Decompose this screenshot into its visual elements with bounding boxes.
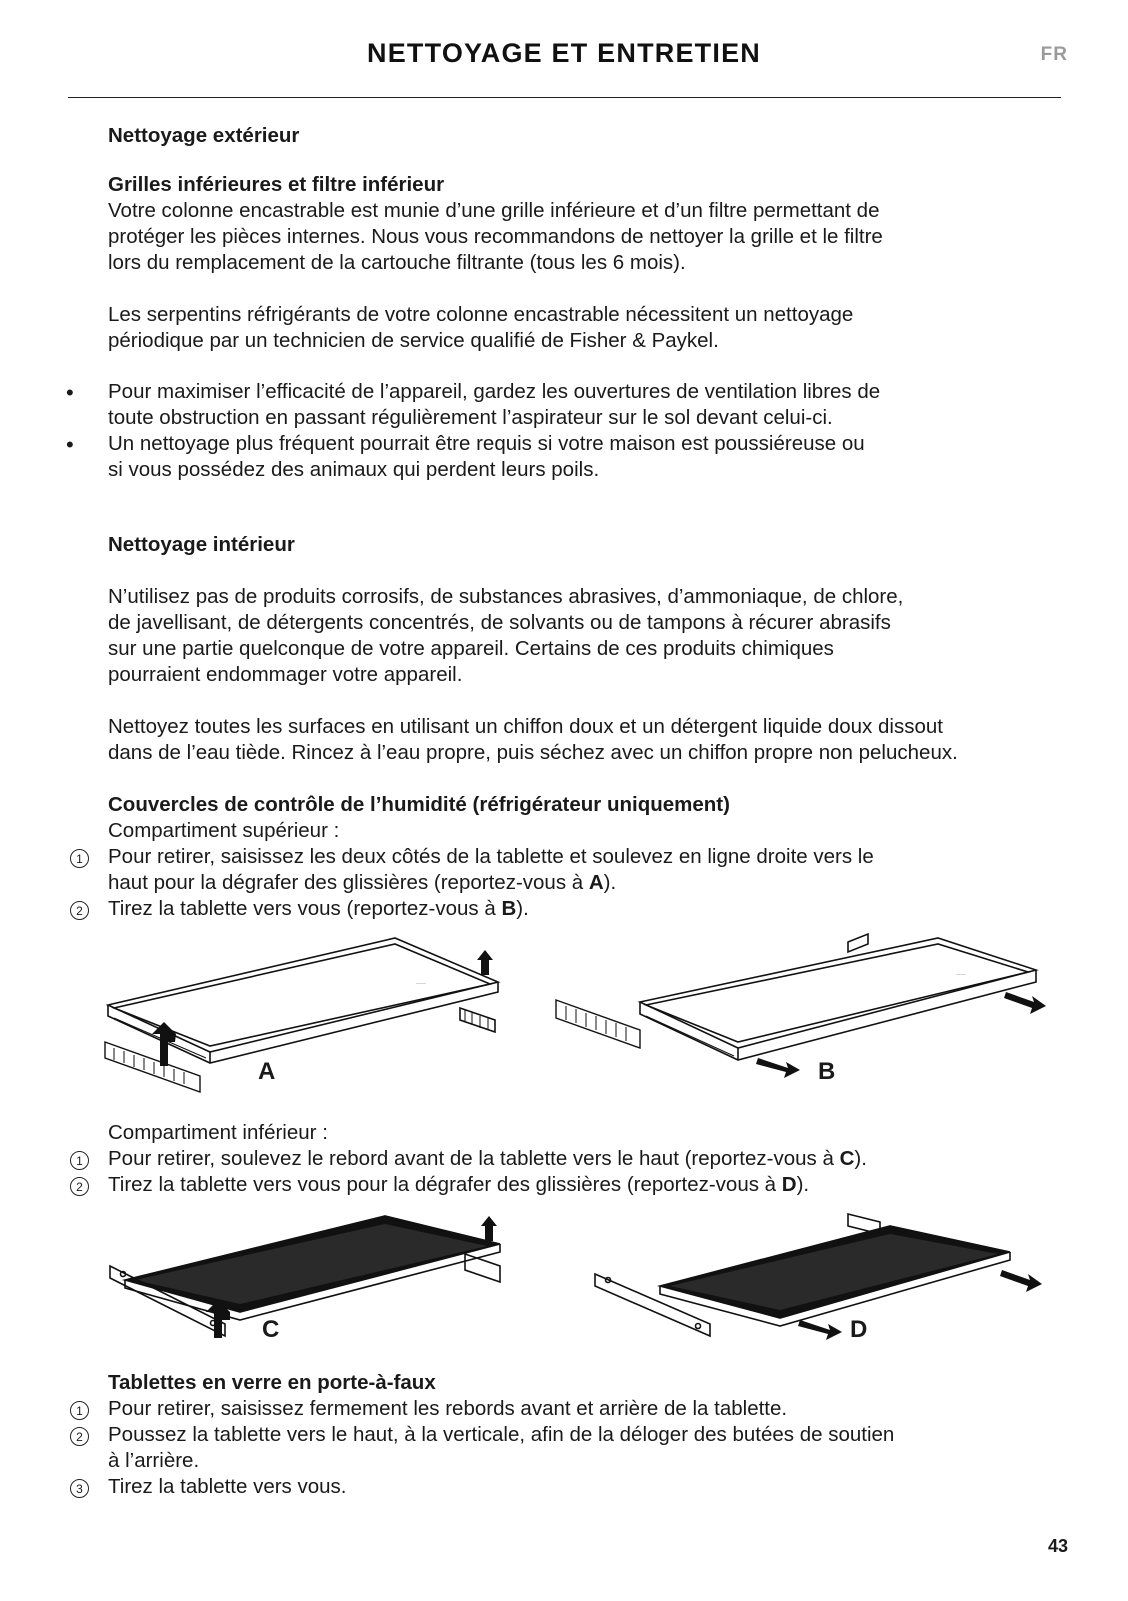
glass-step3-line1: Tirez la tablette vers vous. xyxy=(108,1475,347,1498)
interior-para1-line3: sur une partie quelconque de votre appareil. Certains de ces produits chimiques xyxy=(108,637,834,660)
exterior-para2-line2: périodique par un technicien de service qualifié de Fisher & Paykel. xyxy=(108,329,719,352)
exterior-heading: Nettoyage extérieur xyxy=(108,124,300,147)
glass-step2-line1: Poussez la tablette vers le haut, à la verticale, afin de la déloger des butées de soutien xyxy=(108,1423,895,1446)
step-number: 2 xyxy=(70,901,89,920)
svg-text:·····: ····· xyxy=(956,972,966,978)
step-number: 2 xyxy=(70,1427,89,1446)
figure-label-b: B xyxy=(818,1058,836,1085)
exterior-para1-line1: Votre colonne encastrable est munie d’une grille inférieure et d’un filtre permettant de xyxy=(108,199,880,222)
interior-heading: Nettoyage intérieur xyxy=(108,533,295,556)
bullet-dot: • xyxy=(66,380,74,405)
language-tag: FR xyxy=(1040,44,1068,65)
glass-heading: Tablettes en verre en porte-à-faux xyxy=(108,1371,436,1394)
glass-step2-line2: à l’arrière. xyxy=(108,1449,200,1472)
lower-compartment-label: Compartiment inférieur : xyxy=(108,1121,328,1144)
figure-label-d: D xyxy=(850,1316,868,1343)
page-number: 43 xyxy=(1047,1536,1068,1556)
figure-d-lower-shelf-pull xyxy=(590,1208,1050,1348)
bullet2-line2: si vous possédez des animaux qui perdent leurs poils. xyxy=(108,458,600,481)
step-number: 2 xyxy=(70,1177,89,1196)
upper-step1-line2: haut pour la dégrafer des glissières (reportez-vous à A). xyxy=(108,871,617,894)
upper-compartment-label: Compartiment supérieur : xyxy=(108,819,340,842)
step-number: 1 xyxy=(70,849,89,868)
bullet1-line1: Pour maximiser l’efficacité de l’appareil, gardez les ouvertures de ventilation libres de xyxy=(108,380,881,403)
bullet2-line1: Un nettoyage plus fréquent pourrait être requis si votre maison est poussiéreuse ou xyxy=(108,432,865,455)
grilles-subheading: Grilles inférieures et filtre inférieur xyxy=(108,173,445,196)
bullet1-line2: toute obstruction en passant régulièrement l’aspirateur sur le sol devant celui-ci. xyxy=(108,406,833,429)
lower-step2-line: Tirez la tablette vers vous pour la dégrafer des glissières (reportez-vous à D). xyxy=(108,1173,810,1196)
exterior-para2-line1: Les serpentins réfrigérants de votre colonne encastrable nécessitent un nettoyage xyxy=(108,303,854,326)
step-number: 3 xyxy=(70,1479,89,1498)
figure-label-c: C xyxy=(262,1316,280,1343)
interior-para1-line4: pourraient endommager votre appareil. xyxy=(108,663,463,686)
interior-para2-line2: dans de l’eau tiède. Rincez à l’eau propre, puis séchez avec un chiffon propre non pelucheux. xyxy=(108,741,958,764)
step-number: 1 xyxy=(70,1401,89,1420)
glass-step1-line1: Pour retirer, saisissez fermement les rebords avant et arrière de la tablette. xyxy=(108,1397,788,1420)
figure-label-a: A xyxy=(258,1058,276,1085)
header-divider xyxy=(68,97,1061,98)
upper-step2-line: Tirez la tablette vers vous (reportez-vous à B). xyxy=(108,897,529,920)
figure-a-shelf-lift xyxy=(100,930,510,1100)
page-title: NETTOYAGE ET ENTRETIEN xyxy=(367,38,761,68)
step-number: 1 xyxy=(70,1151,89,1170)
lower-step1-line: Pour retirer, soulevez le rebord avant de la tablette vers le haut (reportez-vous à C). xyxy=(108,1147,867,1170)
humidity-heading: Couvercles de contrôle de l’humidité (réfrigérateur uniquement) xyxy=(108,793,730,816)
interior-para2-line1: Nettoyez toutes les surfaces en utilisant un chiffon doux et un détergent liquide doux dissout xyxy=(108,715,943,738)
interior-para1-line1: N’utilisez pas de produits corrosifs, de substances abrasives, d’ammoniaque, de chlore, xyxy=(108,585,904,608)
exterior-para1-line3: lors du remplacement de la cartouche filtrante (tous les 6 mois). xyxy=(108,251,686,274)
figure-c-lower-shelf-lift xyxy=(105,1208,515,1348)
svg-text:·····: ····· xyxy=(416,981,426,987)
figure-b-shelf-pull xyxy=(548,930,1050,1100)
bullet-dot: • xyxy=(66,432,74,457)
interior-para1-line2: de javellisant, de détergents concentrés, de solvants ou de tampons à récurer abrasifs xyxy=(108,611,891,634)
exterior-para1-line2: protéger les pièces internes. Nous vous recommandons de nettoyer la grille et le filtre xyxy=(108,225,883,248)
upper-step1-line1: Pour retirer, saisissez les deux côtés de la tablette et soulevez en ligne droite vers le xyxy=(108,845,874,868)
